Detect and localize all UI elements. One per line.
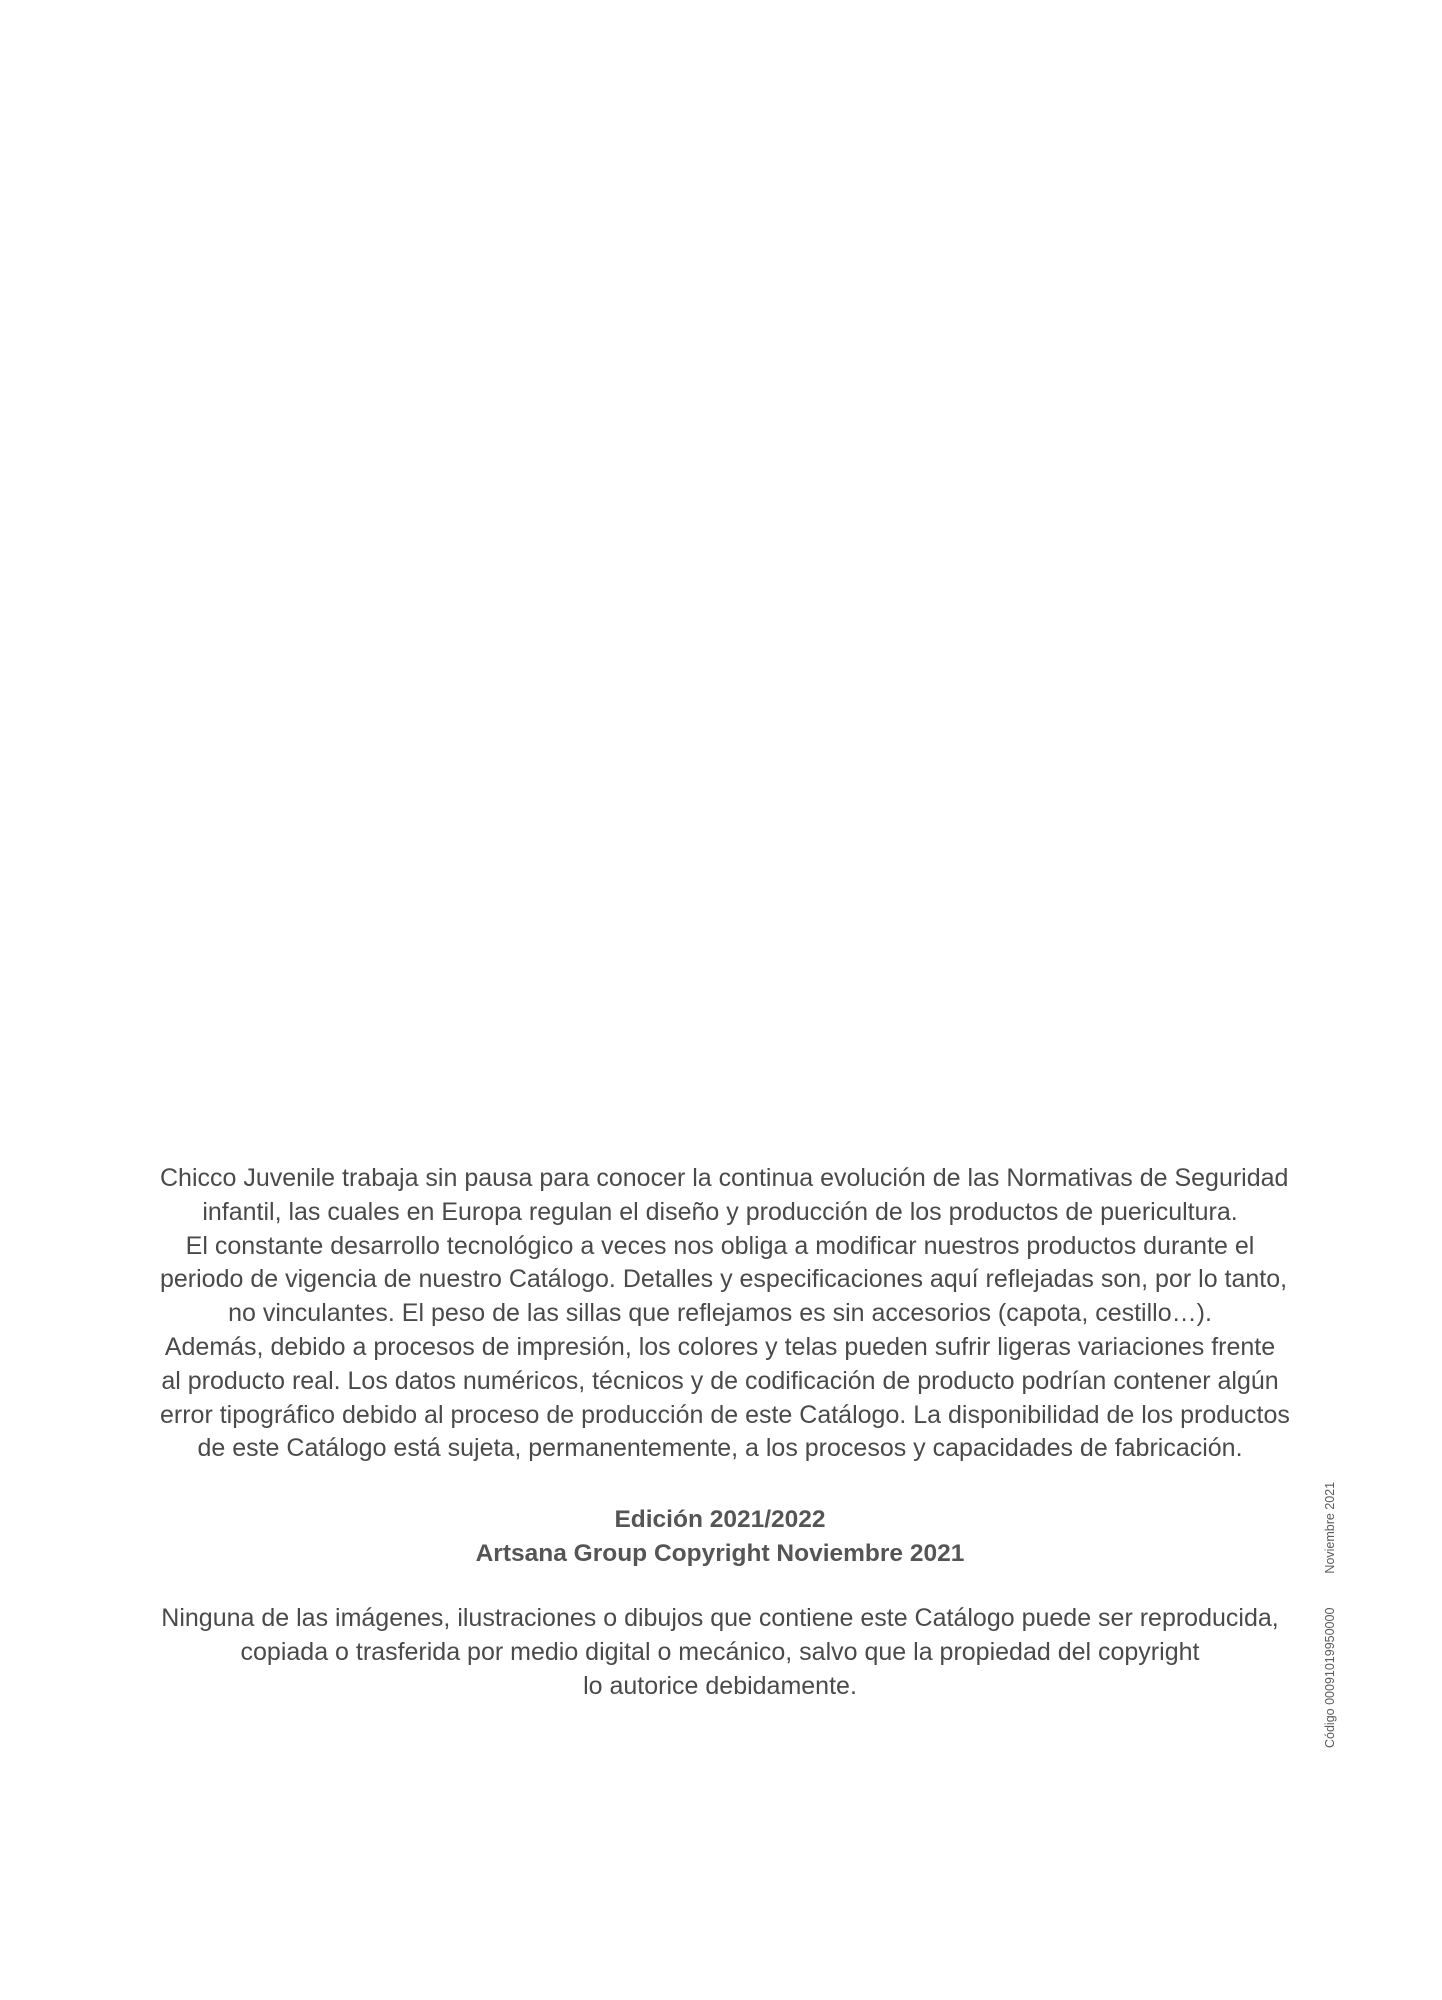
disclaimer-line: El constante desarrollo tecnológico a veces nos obliga a modificar nuestros productos durante el <box>185 1231 1255 1260</box>
disclaimer-line: de este Catálogo está sujeta, permanentemente, a los procesos y capacidades de fabricación. <box>197 1434 1243 1463</box>
catalog-date: Noviembre 2021 <box>1323 1481 1337 1574</box>
disclaimer-line: error tipográfico debido al proceso de producción de este Catálogo. La disponibilidad de los productos <box>160 1400 1290 1429</box>
edition-title: Edición 2021/2022 <box>614 1506 826 1533</box>
edition-block <box>160 1503 1280 1571</box>
rights-notice <box>160 1602 1280 1703</box>
disclaimer-line: no vinculantes. El peso de las sillas que reflejamos es sin accesorios (capota, cestillo…). <box>228 1299 1212 1328</box>
disclaimer-line: infantil, las cuales en Europa regulan el diseño y producción de los productos de puericultura. <box>202 1197 1238 1226</box>
rights-line: copiada o trasferida por medio digital o mecánico, salvo que la propiedad del copyright <box>240 1637 1200 1666</box>
disclaimer-line: al producto real. Los datos numéricos, técnicos y de codificación de producto podrían contener algún <box>161 1366 1279 1395</box>
catalog-code: Código 00091019950000 <box>1323 1607 1337 1748</box>
disclaimer-line: periodo de vigencia de nuestro Catálogo. Detalles y especificaciones aquí reflejadas son, por lo tanto, <box>160 1265 1288 1294</box>
catalog-code-vertical <box>1320 1428 1340 1748</box>
disclaimer-line: Chicco Juvenile trabaja sin pausa para conocer la continua evolución de las Normativas de Seguridad <box>160 1164 1289 1192</box>
disclaimer-line: Además, debido a procesos de impresión, los colores y telas pueden sufrir ligeras variaciones frente <box>164 1332 1276 1361</box>
rights-line: lo autorice debidamente. <box>583 1671 857 1700</box>
copyright-line: Artsana Group Copyright Noviembre 2021 <box>475 1540 965 1567</box>
disclaimer-paragraph <box>160 1162 1290 1466</box>
rights-line: Ninguna de las imágenes, ilustraciones o dibujos que contiene este Catálogo puede ser reproducida, <box>161 1604 1279 1632</box>
